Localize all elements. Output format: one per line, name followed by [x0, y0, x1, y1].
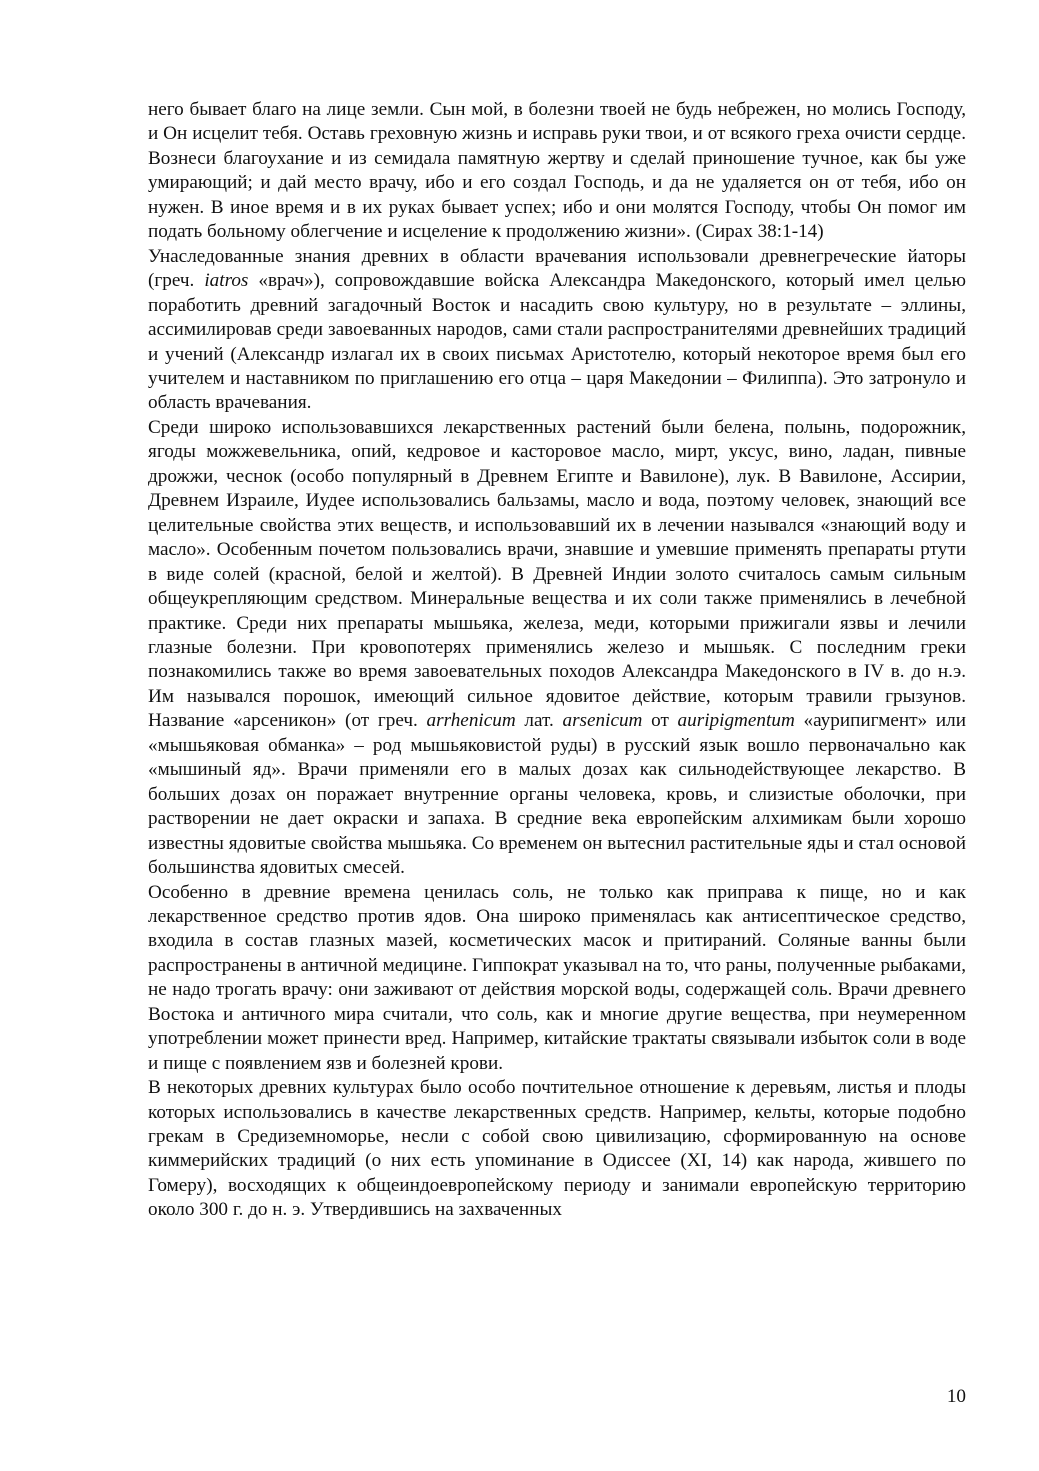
text-run: В некоторых древних культурах было особо почтительное отношение к деревьям, листья и плоды которых использовались в качестве лекарственных средств. Например, кельты, которые подобно грекам в Средиземноморье, несли с собой свою цивилизацию, сформированную на основе киммерийских традиций (о них есть упоминание в Одиссее (XI, 14) как народа, жившего по Гомеру), восходящих к общеиндоевропейскому периоду и занимали европейскую территорию около 300 г. до н. э. Утвердившись на захваченных	[148, 1077, 966, 1221]
paragraph	[148, 416, 966, 881]
italic-text-run: arrhenicum	[426, 710, 516, 732]
text-run: него бывает благо на лице земли. Сын мой, в болезни твоей не будь небрежен, но молись Господу, и Он исцелит тебя. Оставь греховную жизнь и исправь руки твои, и от всякого греха очисти сердце. Вознеси благоухание и из семидала памятную жертву и сделай приношение тучное, как бы уже умирающий; и дай место врачу, ибо и его создал Господь, и да не удаляется он от тебя, ибо он нужен. В иное время и в их руках бывает успех; ибо и они молятся Господу, чтобы Он помог им подать больному облегчение и исцеление к продолжению жизни». (Сирах 38:1-14)	[148, 99, 966, 243]
text-run: лат.	[515, 710, 563, 732]
paragraph	[148, 1076, 966, 1223]
text-run: от	[642, 710, 678, 732]
text-run: «аурипигмент» или «мышьяковая обманка» – род мышьяковистой руды) в русский язык вошло первоначально как «мышиный яд». Врачи применяли его в малых дозах как сильнодействующее лекарство. В больших дозах он поражает внутренние органы человека, кровь, и слизистые оболочки, при растворении не дает окраски и запаха. В средние века европейским алхимикам были хорошо известны ядовитые свойства мышьяка. Со временем он вытеснил растительные яды и стал основой большинства ядовитых смесей.	[148, 710, 966, 879]
paragraph	[148, 881, 966, 1077]
italic-text-run: iatros	[204, 270, 249, 292]
text-run: «врач»), сопровождавшие войска Александра Македонского, который имел целью поработить древний загадочный Восток и насадить свою культуру, но в результате – эллины, ассимилировав среди завоеванных народов, сами стали распространителями древнейших традиций и учений (Александр излагал их в своих письмах Аристотелю, который некоторое время был его учителем и наставником по приглашению его отца – царя Македонии – Филиппа). Это затронуло и область врачевания.	[148, 270, 967, 414]
document-text-body	[148, 98, 966, 1223]
page-number: 10	[946, 1386, 966, 1407]
italic-text-run: arsenicum	[562, 710, 643, 732]
text-run: Унаследованные знания древних в области врачевания использовали древнегреческие йаторы (греч.	[148, 245, 966, 292]
italic-text-run: auripigmentum	[677, 710, 795, 732]
paragraph	[148, 98, 966, 245]
text-run: Среди широко использовавшихся лекарственных растений были белена, полынь, подорожник, ягоды можжевельника, опий, кедровое и касторовое масло, мирт, уксус, вино, ладан, пивные дрожжи, чеснок (особо популярный в Древнем Египте и Вавилоне), лук. В Вавилоне, Ассирии, Древнем Израиле, Иудее использовались бальзамы, масло и вода, поэтому человек, знающий все целительные свойства этих веществ, и использовавший их в лечении назывался «знающий воду и масло». Особенным почетом пользовались врачи, знавшие и умевшие применять препараты ртути в виде солей (красной, белой и желтой). В Древней Индии золото считалось самым сильным общеукрепляющим средством. Минеральные вещества и их соли также применялись в лечебной практике. Среди них препараты мышьяка, железа, меди, которыми прижигали язвы и лечили глазные болезни. При кровопотерях применялись железо и мышьяк. С последним греки познакомились также во время завоевательных походов Александра Македонского в IV в. до н.э. Им назывался порошок, имеющий сильное ядовитое действие, которым травили грызунов. Название «арсеникон» (от греч.	[148, 416, 966, 732]
text-run: Особенно в древние времена ценилась соль, не только как приправа к пище, но и как лекарственное средство против ядов. Она широко применялась как антисептическое средство, входила в состав глазных мазей, косметических масок и притираний. Соляные ванны были распространены в античной медицине. Гиппократ указывал на то, что раны, полученные рыбаками, не надо трогать врачу: они заживают от действия морской воды, содержащей соль. Врачи древнего Востока и античного мира считали, что соль, как и многие другие вещества, при неумеренном употреблении может принести вред. Например, китайские трактаты связывали избыток соли в воде и пище с появлением язв и болезней крови.	[148, 881, 966, 1074]
paragraph	[148, 245, 966, 416]
